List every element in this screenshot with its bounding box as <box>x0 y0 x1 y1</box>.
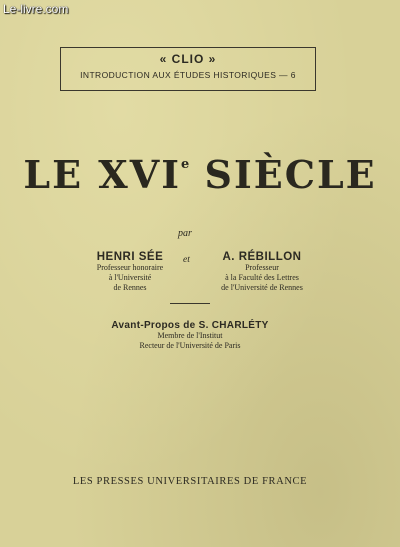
author-2 <box>197 251 327 293</box>
book-title <box>0 152 400 197</box>
title-main: LE XVI <box>23 152 182 197</box>
foreword-line: Recteur de l'Université de Paris <box>139 341 241 350</box>
title-superscript: e <box>181 157 190 172</box>
foreword-title: Avant-Propos de S. CHARLÉTY <box>111 320 269 331</box>
author-name: A. RÉBILLON <box>222 251 302 263</box>
author-affiliation-line: à la Faculté des Lettres <box>225 273 299 282</box>
watermark: Le-livre.com <box>3 2 69 16</box>
publisher: LES PRESSES UNIVERSITAIRES DE FRANCE <box>72 476 308 487</box>
author-1 <box>70 251 190 293</box>
author-affiliation-line: Professeur honoraire <box>96 263 164 272</box>
series-box <box>60 47 316 91</box>
foreword-line: Membre de l'Institut <box>157 331 223 340</box>
series-subtitle: INTRODUCTION AUX ÉTUDES HISTORIQUES — 6 <box>80 70 296 80</box>
divider-rule <box>170 303 210 304</box>
author-affiliation-line: à l'Université <box>108 273 152 282</box>
author-affiliation-line: Professeur <box>245 263 279 272</box>
by-label: par <box>178 228 192 239</box>
author-affiliation-line: de Rennes <box>113 283 147 292</box>
foreword <box>60 320 320 351</box>
series-name: « CLIO » <box>159 52 217 66</box>
title-end: SIÈCLE <box>204 152 377 197</box>
author-name: HENRI SÉE <box>96 251 164 263</box>
and-label: et <box>183 255 190 265</box>
author-affiliation-line: de l'Université de Rennes <box>221 283 303 292</box>
